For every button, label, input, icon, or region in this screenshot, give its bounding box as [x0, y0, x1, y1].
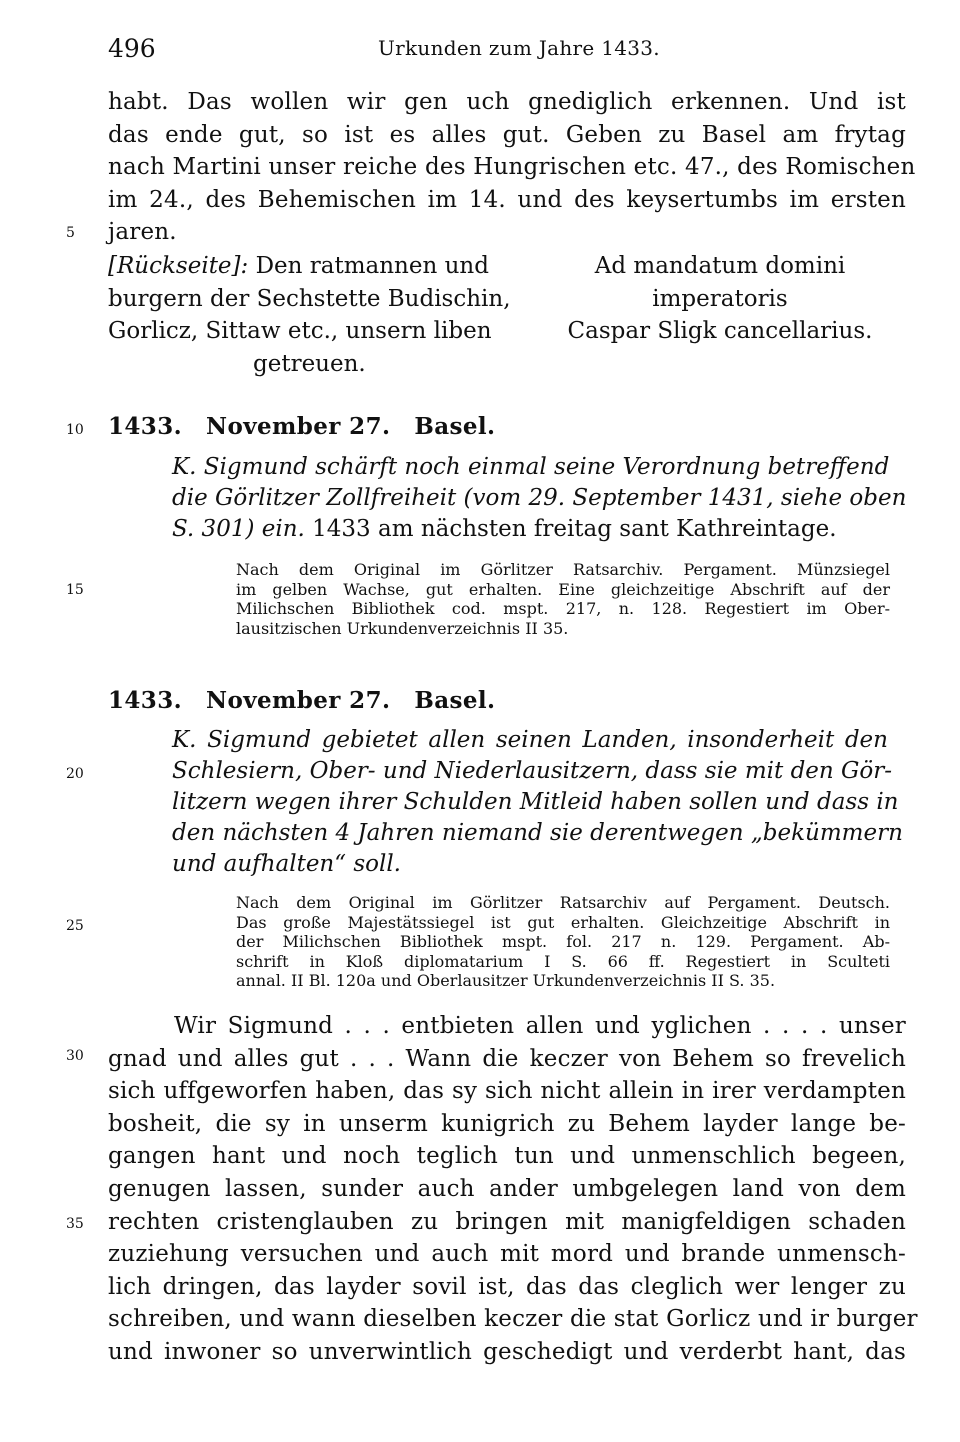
address-block	[108, 250, 511, 380]
line-number: 15	[66, 582, 84, 598]
address-line: getreuen.	[253, 350, 366, 377]
address-line: Gorlicz, Sittaw etc., unsern liben	[108, 318, 492, 345]
mandate-line: Ad mandatum domini	[594, 253, 846, 279]
line-number: 25	[66, 918, 84, 934]
line-number: 10	[66, 422, 84, 438]
source-note	[236, 560, 890, 638]
entry-heading	[108, 687, 519, 714]
line-number: 5	[66, 225, 75, 241]
regest-italic: S. 301) ein.	[172, 516, 305, 542]
regest-line	[172, 514, 888, 545]
note-line: lausitzischen Urkundenverzeichnis II 35.	[236, 618, 569, 638]
note-line: annal. II Bl. 120a und Oberlausitzer Urkundenverzeichnis II S. 35.	[236, 971, 776, 991]
regest-line: K. Sigmund schärft noch einmal seine Verordnung betreffend	[172, 454, 890, 480]
note-line: Milichschen Bibliothek cod. mspt. 217, n. 128. Regestiert im Ober-	[236, 599, 890, 619]
text-line: Wir Sigmund . . . entbieten allen und yglichen . . . . unser	[174, 1013, 906, 1039]
regest-line: K. Sigmund gebietet allen seinen Landen, insonderheit den	[172, 727, 888, 753]
note-line: Nach dem Original im Görlitzer Ratsarchiv. Pergament. Münzsiegel	[236, 560, 890, 579]
text-line: habt. Das wollen wir gen uch gnediglich erkennen. Und ist	[108, 89, 906, 115]
note-line: schrift in Kloß diplomatarium I S. 66 ff. Regestiert in Sculteti	[236, 951, 890, 971]
line-number: 35	[66, 1216, 84, 1232]
address-line: burgern der Sechstette Budischin,	[108, 285, 511, 312]
page-header	[108, 34, 908, 64]
regest-line: Schlesiern, Ober- und Niederlausitzern, dass sie mit den Gör-	[172, 758, 893, 784]
mandate-block	[552, 250, 888, 348]
address-line: Den ratmannen und	[255, 253, 489, 279]
line-number: 20	[66, 766, 84, 782]
document-text	[108, 1010, 918, 1369]
page-number: 496	[108, 34, 156, 63]
text-line: nach Martini unser reiche des Hungrischen etc. 47., des Romischen	[108, 154, 916, 181]
entry-regest	[172, 725, 903, 880]
entry-date: November 27.	[206, 413, 391, 440]
entry-year: 1433.	[108, 413, 183, 440]
note-line: im gelben Wachse, gut erhalten. Eine gleichzeitige Abschrift auf der	[236, 579, 890, 599]
note-line: Das große Majestätssiegel ist gut erhalten. Gleichzeitige Abschrift in	[236, 912, 890, 932]
text-line: und inwoner so unverwintlich geschedigt und verderbt hant, das	[108, 1338, 906, 1365]
address-label: [Rückseite]:	[108, 253, 249, 279]
note-line: Nach dem Original im Görlitzer Ratsarchiv auf Pergament. Deutsch.	[236, 893, 890, 912]
text-line: schreiben, und wann dieselben keczer die stat Gorlicz und ir burger	[108, 1306, 918, 1333]
mandate-line: imperatoris	[652, 285, 788, 312]
mandate-line: Caspar Sligk cancellarius.	[567, 318, 873, 345]
continuation-text	[108, 86, 916, 249]
entry-year: 1433.	[108, 687, 183, 714]
text-line: zuziehung versuchen und auch mit mord und brande unmensch-	[108, 1241, 906, 1268]
text-line: gangen hant und noch teglich tun und unmenschlich begeen,	[108, 1143, 906, 1170]
regest-line: den nächsten 4 Jahren niemand sie derentwegen „bekümmern	[172, 820, 903, 846]
regest-line: und aufhalten“ soll.	[172, 851, 401, 877]
text-line: genugen lassen, sunder auch ander umbgelegen land von dem	[108, 1175, 906, 1202]
regest-roman: 1433 am nächsten freitag sant Kathreintage.	[304, 516, 837, 542]
text-line: im 24., des Behemischen im 14. und des keysertumbs im ersten	[108, 186, 906, 213]
source-note	[236, 893, 890, 991]
text-line: lich dringen, das layder sovil ist, das das cleglich wer lenger zu	[108, 1273, 906, 1300]
text-line: rechten cristenglauben zu bringen mit manigfeldigen schaden	[108, 1208, 906, 1235]
text-line: gnad und alles gut . . . Wann die keczer von Behem so frevelich	[108, 1045, 906, 1072]
entry-heading	[108, 413, 519, 440]
entry-regest	[172, 452, 907, 545]
regest-line: litzern wegen ihrer Schulden Mitleid haben sollen und dass in	[172, 789, 899, 815]
text-line: bosheit, die sy in unserm kunigrich zu Behem layder lange be-	[108, 1110, 906, 1137]
note-line: der Milichschen Bibliothek mspt. fol. 217 n. 129. Pergament. Ab-	[236, 932, 890, 952]
text-line: das ende gut, so ist es alles gut. Geben zu Basel am frytag	[108, 121, 906, 148]
entry-place: Basel.	[414, 687, 496, 714]
text-line: jaren.	[108, 219, 177, 246]
text-line: sich uffgeworfen haben, das sy sich nicht allein in irer verdampten	[108, 1078, 906, 1105]
line-number: 30	[66, 1048, 84, 1064]
running-title: Urkunden zum Jahre 1433.	[378, 36, 660, 60]
entry-date: November 27.	[206, 687, 391, 714]
regest-line: die Görlitzer Zollfreiheit (vom 29. September 1431, siehe oben	[172, 485, 907, 511]
entry-place: Basel.	[414, 413, 496, 440]
